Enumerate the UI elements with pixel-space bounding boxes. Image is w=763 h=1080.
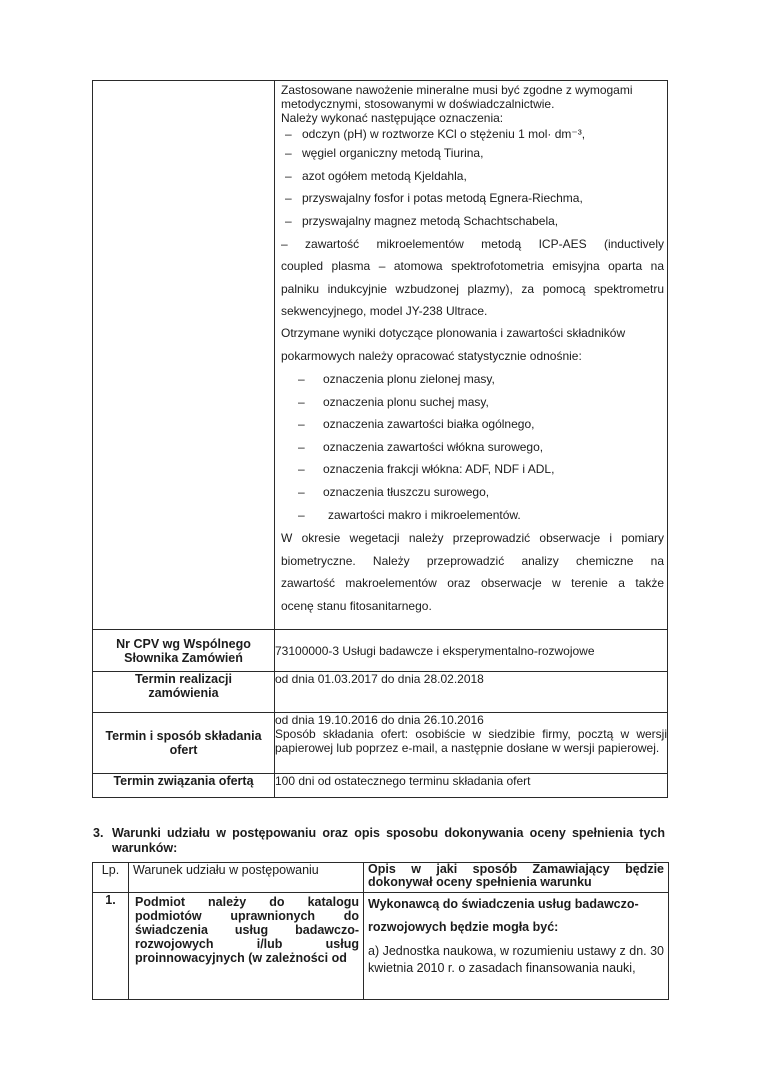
header-lp: Lp.	[93, 863, 129, 893]
dash-bullet: –	[285, 127, 292, 141]
description-cell	[275, 81, 668, 630]
table-row	[93, 893, 669, 1000]
intro-line: metodycznymi, stosowanymi w doświadczalnictwie.	[281, 97, 555, 111]
vegetation-line: W okresie wegetacji należy przeprowadzić obserwacje i pomiary	[281, 531, 664, 545]
header-row	[93, 863, 669, 893]
analysis-item: odczyn (pH) w roztworze KCl o stężeniu 1 mol· dm⁻³,	[302, 127, 586, 141]
analysis-item: azot ogółem metodą Kjeldahla,	[302, 169, 467, 183]
dash-bullet: –	[298, 462, 305, 476]
submission-value	[275, 713, 668, 774]
vegetation-line: zawartość makroelementów oraz obserwacje w terenie a także	[281, 576, 664, 590]
intro-line: Należy wykonać następujące oznaczenia:	[281, 111, 504, 125]
dash-bullet: –	[285, 146, 292, 160]
dash-bullet: –	[298, 508, 305, 522]
submission-label: Termin i sposób składania ofert	[93, 713, 275, 774]
dash-bullet: –	[285, 214, 292, 228]
section-3-heading	[93, 826, 665, 856]
order-details-table	[92, 80, 668, 798]
description-label-cell	[93, 81, 275, 630]
term-label: Termin realizacji zamówienia	[93, 672, 275, 713]
stats-item: oznaczenia zawartości włókna surowego,	[323, 440, 544, 454]
stats-item: oznaczenia zawartości białka ogólnego,	[323, 417, 535, 431]
analysis-item: przyswajalny magnez metodą Schachtschabela,	[302, 214, 559, 228]
stats-intro-line: pokarmowych należy opracować statystycznie odnośnie:	[281, 349, 582, 363]
row-description-text: a) Jednostka naukowa, w rozumieniu ustawy z dn. 30 kwietnia 2010 r. o zasadach finansowania nauki,	[368, 944, 664, 975]
submission-method: Sposób składania ofert: osobiście w siedzibie firmy, pocztą w wersji papierowej lub poprzez e-mail, a następnie dosłane w wersji papierowej.	[275, 727, 667, 755]
stats-item: oznaczenia plonu zielonej masy,	[323, 372, 495, 386]
dash-bullet: –	[298, 395, 305, 409]
section-number: 3.	[93, 826, 104, 840]
section-title: Warunki udziału w postępowaniu oraz opis sposobu dokonywania oceny spełnienia tych warunków:	[112, 826, 665, 855]
vegetation-line: ocenę stanu fitosanitarnego.	[281, 599, 432, 613]
stats-item: oznaczenia tłuszczu surowego,	[323, 485, 490, 499]
stats-item: zawartości makro i mikroelementów.	[328, 508, 521, 522]
header-description: Opis w jaki sposób Zamawiający będzie dokonywał oceny spełnienia warunku	[364, 863, 669, 893]
binding-label: Termin związania ofertą	[93, 774, 275, 798]
icp-line: palniku indukcyjnie wzbudzonej plazmy), za pomocą spektrometru	[281, 282, 664, 296]
binding-value: 100 dni od ostatecznego terminu składania ofert	[275, 774, 668, 798]
stats-item: oznaczenia frakcji włókna: ADF, NDF i ADL,	[323, 462, 555, 476]
submission-row	[93, 713, 668, 774]
header-condition: Warunek udziału w postępowaniu	[129, 863, 364, 893]
cpv-label: Nr CPV wg Wspólnego Słownika Zamówień	[93, 630, 275, 672]
analysis-item: węgiel organiczny metodą Tiurina,	[302, 146, 484, 160]
analysis-item: przyswajalny fosfor i potas metodą Egnera-Riechma,	[302, 191, 583, 205]
cpv-row	[93, 630, 668, 672]
intro-line: Zastosowane nawożenie mineralne musi być zgodne z wymogami	[281, 83, 633, 97]
row-condition: Podmiot należy do katalogu podmiotów uprawnionych do świadczenia usług badawczo-rozwojowych i/lub usług proinnowacyjnych (w zależności od	[129, 893, 364, 1000]
cpv-value: 73100000-3 Usługi badawcze i eksperymentalno-rozwojowe	[275, 630, 668, 672]
dash-bullet: –	[298, 417, 305, 431]
row-description	[364, 893, 669, 1000]
participation-conditions-table	[92, 862, 669, 1000]
binding-row	[93, 774, 668, 798]
term-row	[93, 672, 668, 713]
description-row	[93, 81, 668, 630]
row-description-heading: Wykonawcą do świadczenia usług badawczo-rozwojowych będzie mogła być:	[368, 897, 639, 934]
vegetation-line: biometryczne. Należy przeprowadzić analizy chemiczne na	[281, 554, 664, 568]
stats-intro-line: Otrzymane wyniki dotyczące plonowania i zawartości składników	[281, 326, 626, 340]
dash-bullet: –	[285, 191, 292, 205]
stats-item: oznaczenia plonu suchej masy,	[323, 395, 489, 409]
dash-bullet: –	[298, 372, 305, 386]
icp-line: coupled plasma – atomowa spektrofotometria emisyjna oparta na	[281, 259, 664, 273]
row-lp: 1.	[93, 893, 129, 1000]
icp-line: – zawartość mikroelementów metodą ICP-AES (inductively	[281, 237, 664, 251]
dash-bullet: –	[285, 169, 292, 183]
scope-description	[275, 81, 667, 629]
icp-line: sekwencyjnego, model JY-238 Ultrace.	[281, 304, 488, 318]
dash-bullet: –	[298, 485, 305, 499]
term-value: od dnia 01.03.2017 do dnia 28.02.2018	[275, 672, 668, 713]
submission-dates: od dnia 19.10.2016 do dnia 26.10.2016	[275, 713, 484, 727]
dash-bullet: –	[298, 440, 305, 454]
